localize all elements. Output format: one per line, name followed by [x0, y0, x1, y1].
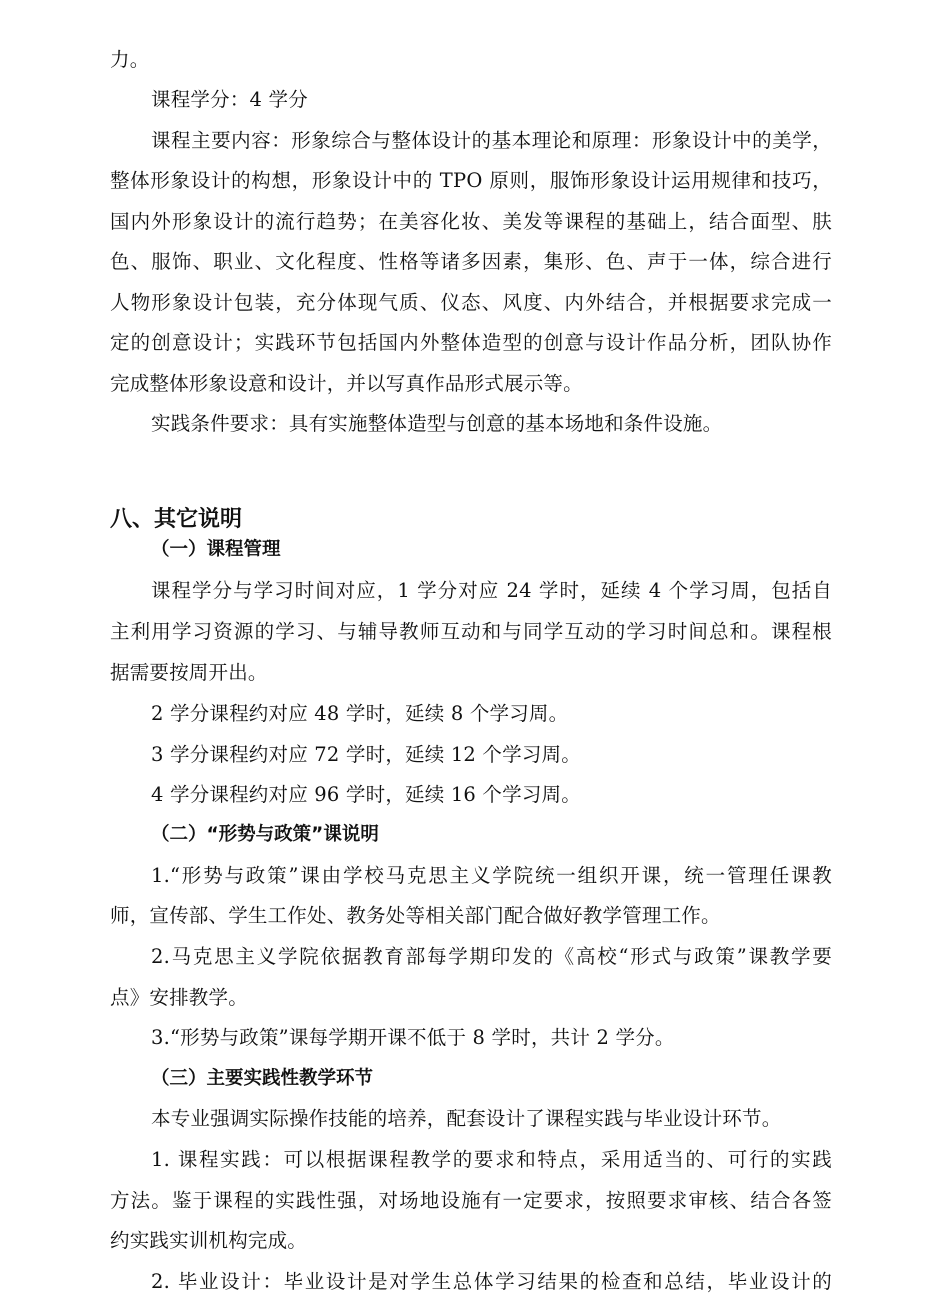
paragraph-line: 2.马克思主义学院依据教育部每学期印发的《高校“形式与政策”课教学要	[151, 945, 832, 968]
paragraph-line: 整体形象设计的构想，形象设计中的 TPO 原则，服饰形象设计运用规律和技巧，	[110, 169, 832, 192]
paragraph-line: 主利用学习资源的学习、与辅导教师互动和与同学互动的学习时间总和。课程根	[110, 620, 832, 643]
paragraph-line: 4 学分课程约对应 96 学时，延续 16 个学习周。	[151, 783, 581, 806]
paragraph-line: 色、服饰、职业、文化程度、性格等诸多因素，集形、色、声于一体，综合进行	[110, 250, 832, 273]
paragraph-line: 3 学分课程约对应 72 学时，延续 12 个学习周。	[151, 743, 581, 766]
paragraph-line: 人物形象设计包装，充分体现气质、仪态、风度、内外结合，并根据要求完成一	[110, 291, 832, 314]
paragraph-line: 1.“形势与政策”课由学校马克思主义学院统一组织开课，统一管理任课教	[151, 864, 832, 887]
paragraph-line: 师，宣传部、学生工作处、教务处等相关部门配合做好教学管理工作。	[110, 904, 721, 927]
paragraph-line: 1. 课程实践：可以根据课程教学的要求和特点，采用适当的、可行的实践	[151, 1148, 832, 1171]
paragraph-line: 约实践实训机构完成。	[110, 1229, 308, 1252]
paragraph-line: 实践条件要求：具有实施整体造型与创意的基本场地和条件设施。	[151, 412, 723, 435]
paragraph-line-partial: 2. 毕业设计：毕业设计是对学生总体学习结果的检查和总结，毕业设计的	[151, 1270, 832, 1293]
subsection-heading: （三）主要实践性教学环节	[151, 1068, 374, 1089]
paragraph-line: 据需要按周开出。	[110, 661, 268, 684]
paragraph-line: 定的创意设计；实践环节包括国内外整体造型的创意与设计作品分析，团队协作	[110, 331, 832, 354]
paragraph-line: 方法。鉴于课程的实践性强，对场地设施有一定要求，按照要求审核、结合各签	[110, 1189, 832, 1212]
paragraph-line: 点》安排教学。	[110, 986, 248, 1009]
paragraph-line: 力。	[110, 48, 150, 71]
paragraph-line: 国内外形象设计的流行趋势；在美容化妆、美发等课程的基础上，结合面型、肤	[110, 210, 832, 233]
section-heading: 八、其它说明	[110, 507, 243, 532]
subsection-heading: （二）“形势与政策”课说明	[151, 824, 379, 845]
paragraph-line: 本专业强调实际操作技能的培养，配套设计了课程实践与毕业设计环节。	[151, 1107, 782, 1130]
paragraph-line: 课程学分与学习时间对应，1 学分对应 24 学时，延续 4 个学习周，包括自	[151, 579, 832, 602]
paragraph-line: 2 学分课程约对应 48 学时，延续 8 个学习周。	[151, 702, 569, 725]
subsection-heading: （一）课程管理	[151, 539, 281, 560]
course-credit-line: 课程学分：4 学分	[151, 88, 308, 111]
paragraph-line: 课程主要内容：形象综合与整体设计的基本理论和原理：形象设计中的美学，	[151, 129, 832, 152]
paragraph-line: 完成整体形象设意和设计，并以写真作品形式展示等。	[110, 372, 583, 395]
paragraph-line: 3.“形势与政策”课每学期开课不低于 8 学时，共计 2 学分。	[151, 1026, 675, 1049]
